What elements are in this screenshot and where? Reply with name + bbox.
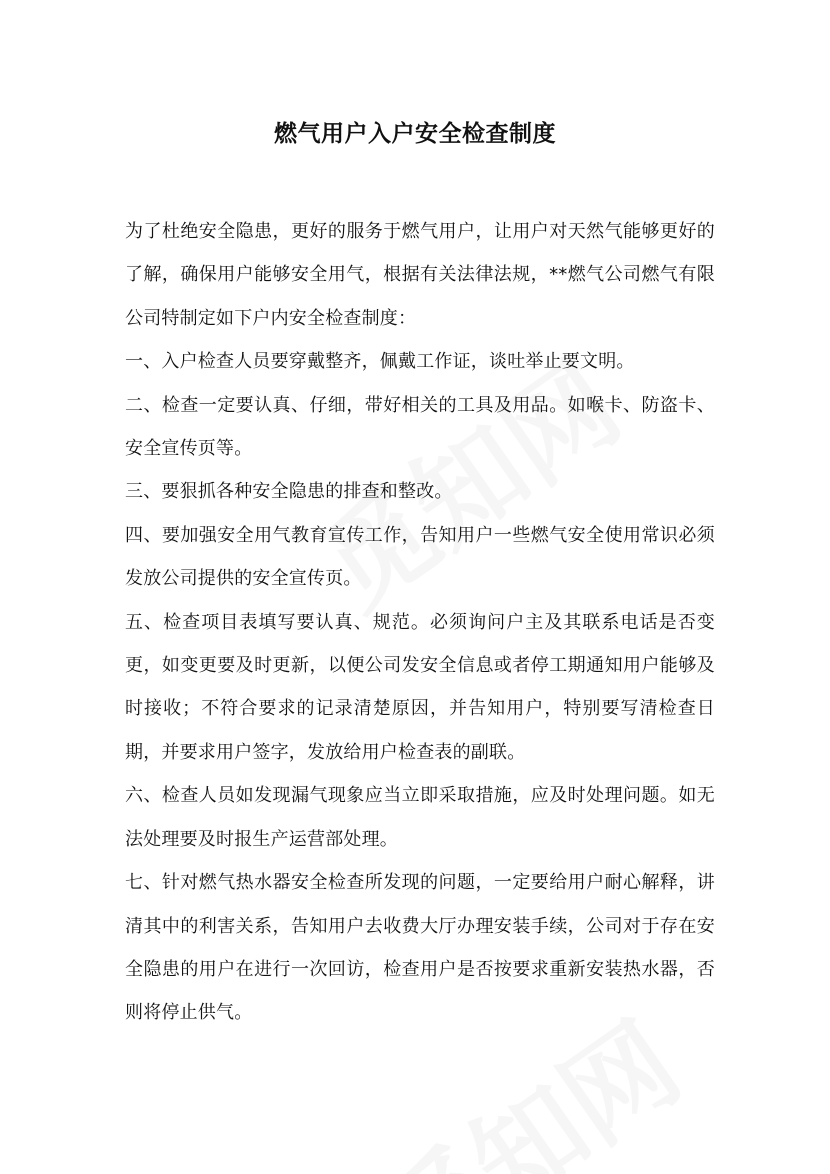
intro-paragraph: 为了杜绝安全隐患，更好的服务于燃气用户，让用户对天然气能够更好的了解，确保用户能够安全用气，根据有关法律法规，**燃气公司燃气有限公司特制定如下户内安全检查制度： <box>125 221 715 329</box>
rule-item-3: 三、要狠抓各种安全隐患的排查和整改。 <box>125 481 453 503</box>
rule-item-4: 四、要加强安全用气教育宣传工作，告知用户一些燃气安全使用常识必须发放公司提供的安全宣传页。 <box>125 524 715 590</box>
rule-item-6: 六、检查人员如发现漏气现象应当立即采取措施，应及时处理问题。如无法处理要及时报生产运营部处理。 <box>125 785 715 850</box>
rule-item-1: 一、入户检查人员要穿戴整齐，佩戴工作证，谈吐举止要文明。 <box>125 351 635 373</box>
rule-item-2: 二、检查一定要认真、仔细，带好相关的工具及用品。如喉卡、防盗卡、安全宣传页等。 <box>125 394 715 460</box>
document-body <box>125 210 715 1035</box>
rule-item-7: 七、针对燃气热水器安全检查所发现的问题，一定要给用户耐心解释，讲清其中的利害关系，告知用户去收费大厅办理安装手续，公司对于存在安全隐患的用户在进行一次回访，检查用户是否按要求重新安装热水器，否则将停止供气。 <box>125 872 715 1024</box>
document-title: 燃气用户入户安全检查制度 <box>274 121 556 147</box>
rule-item-5: 五、检查项目表填写要认真、规范。必须询问户主及其联系电话是否变更，如变更要及时更新，以便公司发安全信息或者停工期通知用户能够及时接收；不符合要求的记录清楚原因，并告知用户，特别要写清检查日期，并要求用户签字，发放给用户检查表的副联。 <box>125 611 715 763</box>
